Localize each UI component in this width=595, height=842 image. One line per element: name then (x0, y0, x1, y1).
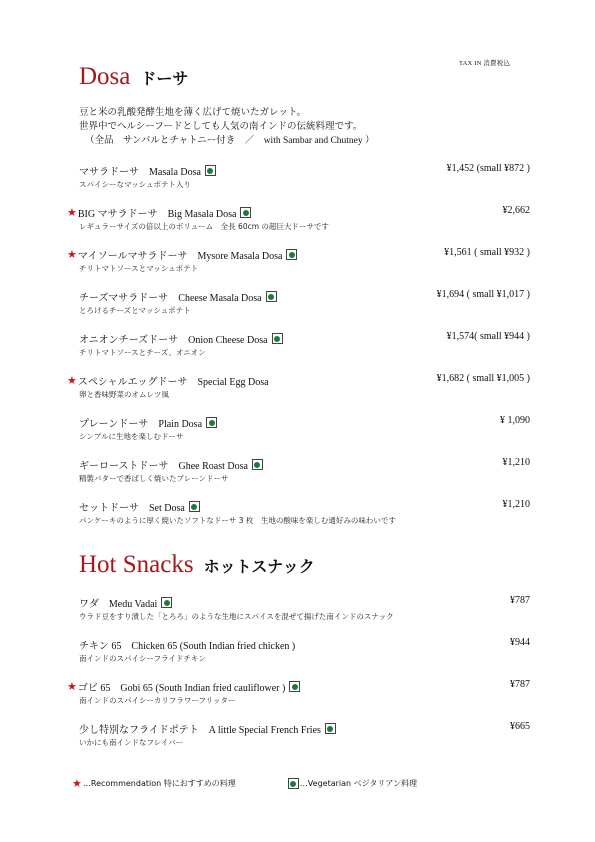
dosa-item-name (67, 205, 251, 220)
vegetarian-icon (189, 501, 200, 512)
tax-note: TAX IN 消費税込 (459, 60, 511, 67)
snacks-item-name (79, 595, 172, 610)
legend (72, 777, 417, 790)
dosa-item-description: レギュラーサイズの倍以上のボリューム 全長 60cm の超巨大ドーサです (79, 222, 329, 231)
snacks-item-description: 南インドのスパイシーカリフラワーフリッター (79, 696, 236, 705)
dosa-item-name (67, 373, 269, 388)
dosa-title-ja: ドーサ (140, 69, 189, 88)
dosa-item-label: チーズマサラドーサ Cheese Masala Dosa (79, 293, 262, 304)
dosa-item-description: 卵と香味野菜のオムレツ風 (79, 390, 169, 399)
snacks-item-label: チキン 65 Chicken 65 (South Indian fried chicken ) (79, 641, 296, 652)
snacks-item-name (79, 721, 336, 736)
recommendation-star-icon: ★ (67, 206, 77, 219)
recommendation-star-icon: ★ (67, 248, 77, 261)
snacks-title-ja: ホットスナック (203, 557, 315, 576)
snacks-item-label: ゴビ 65 Gobi 65 (South Indian fried cauliflower ) (77, 683, 286, 694)
dosa-section-title (79, 63, 188, 91)
dosa-item-price: ¥1,210 (502, 499, 530, 510)
dosa-item-price: ¥2,662 (502, 205, 530, 216)
snacks-title-en: Hot Snacks (79, 551, 194, 578)
vegetarian-icon (161, 597, 172, 608)
dosa-item-name (79, 499, 200, 514)
dosa-item-price: ¥1,561 ( small ¥932 ) (444, 247, 530, 258)
dosa-item-price: ¥1,452 (small ¥872 ) (446, 163, 530, 174)
dosa-intro-line-1: 豆と米の乳酸発酵生地を薄く広げて焼いたガレット。 (79, 108, 307, 118)
snacks-item-description: いかにも南インドなフレイバー (79, 738, 184, 747)
dosa-item-label: オニオンチーズドーサ Onion Cheese Dosa (79, 335, 268, 346)
vegetarian-icon (266, 291, 277, 302)
dosa-item-description: パンケーキのように厚く焼いたソフトなドーサ 3 枚 生地の酸味を楽しむ通好みの味わいです (79, 516, 396, 525)
dosa-item-label: スペシャルエッグドーサ Special Egg Dosa (77, 377, 269, 388)
snacks-item-price: ¥944 (510, 637, 530, 648)
recommendation-star-icon: ★ (67, 680, 77, 693)
dosa-item-description: 精製バターで香ばしく焼いたプレーンドーサ (79, 474, 229, 483)
dosa-title-en: Dosa (79, 63, 131, 90)
vegetarian-icon (205, 165, 216, 176)
dosa-item-price: ¥1,694 ( small ¥1,017 ) (436, 289, 530, 300)
vegetarian-icon (288, 778, 299, 789)
dosa-item-label: セットドーサ Set Dosa (79, 503, 185, 514)
vegetarian-icon (240, 207, 251, 218)
dosa-item-name (79, 331, 283, 346)
dosa-item-price: ¥1,682 ( small ¥1,005 ) (436, 373, 530, 384)
recommendation-star-icon: ★ (67, 374, 77, 387)
dosa-item-label: BIG マサラドーサ Big Masala Dosa (77, 209, 237, 220)
dosa-item-description: チリトマトソースとマッシュポテト (79, 264, 199, 273)
legend-star-text: …Recommendation 特におすすめの料理 (82, 779, 236, 788)
dosa-item-name (67, 247, 297, 262)
dosa-item-name (79, 457, 263, 472)
dosa-item-label: プレーンドーサ Plain Dosa (79, 419, 203, 430)
vegetarian-icon (325, 723, 336, 734)
snacks-item-label: ワダ Medu Vadai (79, 599, 158, 610)
snacks-section-title (79, 551, 315, 579)
dosa-intro-line-3: （全品 サンバルとチャトニー付き ／ with Sambar and Chutney ） (85, 136, 375, 146)
dosa-item-price: ¥1,210 (502, 457, 530, 468)
dosa-item-description: とろけるチーズとマッシュポテト (79, 306, 191, 315)
vegetarian-icon (272, 333, 283, 344)
dosa-item-label: マイソールマサラドーサ Mysore Masala Dosa (77, 251, 283, 262)
snacks-item-name (67, 679, 300, 694)
dosa-item-name (79, 289, 277, 304)
snacks-item-description: ウラド豆をすり潰した「とろろ」のような生地にスパイスを混ぜて揚げた南インドのスナック (79, 612, 394, 621)
vegetarian-icon (289, 681, 300, 692)
dosa-item-price: ¥ 1,090 (500, 415, 530, 426)
dosa-item-price: ¥1,574( small ¥944 ) (446, 331, 530, 342)
vegetarian-icon (286, 249, 297, 260)
dosa-item-name (79, 163, 216, 178)
dosa-item-name (79, 415, 217, 430)
snacks-item-label: 少し特別なフライドポテト A little Special French Fries (79, 725, 321, 736)
snacks-item-price: ¥787 (510, 595, 530, 606)
snacks-item-description: 南インドのスパイシーフライドチキン (79, 654, 206, 663)
dosa-item-description: スパイシーなマッシュポテト入り (79, 180, 192, 189)
dosa-item-label: ギーローストドーサ Ghee Roast Dosa (79, 461, 248, 472)
dosa-item-description: シンプルに生地を楽しむドーサ (79, 432, 184, 441)
snacks-item-name (79, 637, 295, 652)
legend-star-icon: ★ (72, 777, 82, 790)
vegetarian-icon (206, 417, 217, 428)
vegetarian-icon (252, 459, 263, 470)
snacks-item-price: ¥787 (510, 679, 530, 690)
legend-veg-text: …Vegetarian ベジタリアン料理 (299, 779, 417, 788)
snacks-item-price: ¥665 (510, 721, 530, 732)
dosa-item-description: チリトマトソースとチーズ、オニオン (79, 348, 206, 357)
dosa-item-label: マサラドーサ Masala Dosa (79, 167, 201, 178)
dosa-intro-line-2: 世界中でヘルシーフードとしても人気の南インドの伝統料理です。 (79, 122, 363, 132)
